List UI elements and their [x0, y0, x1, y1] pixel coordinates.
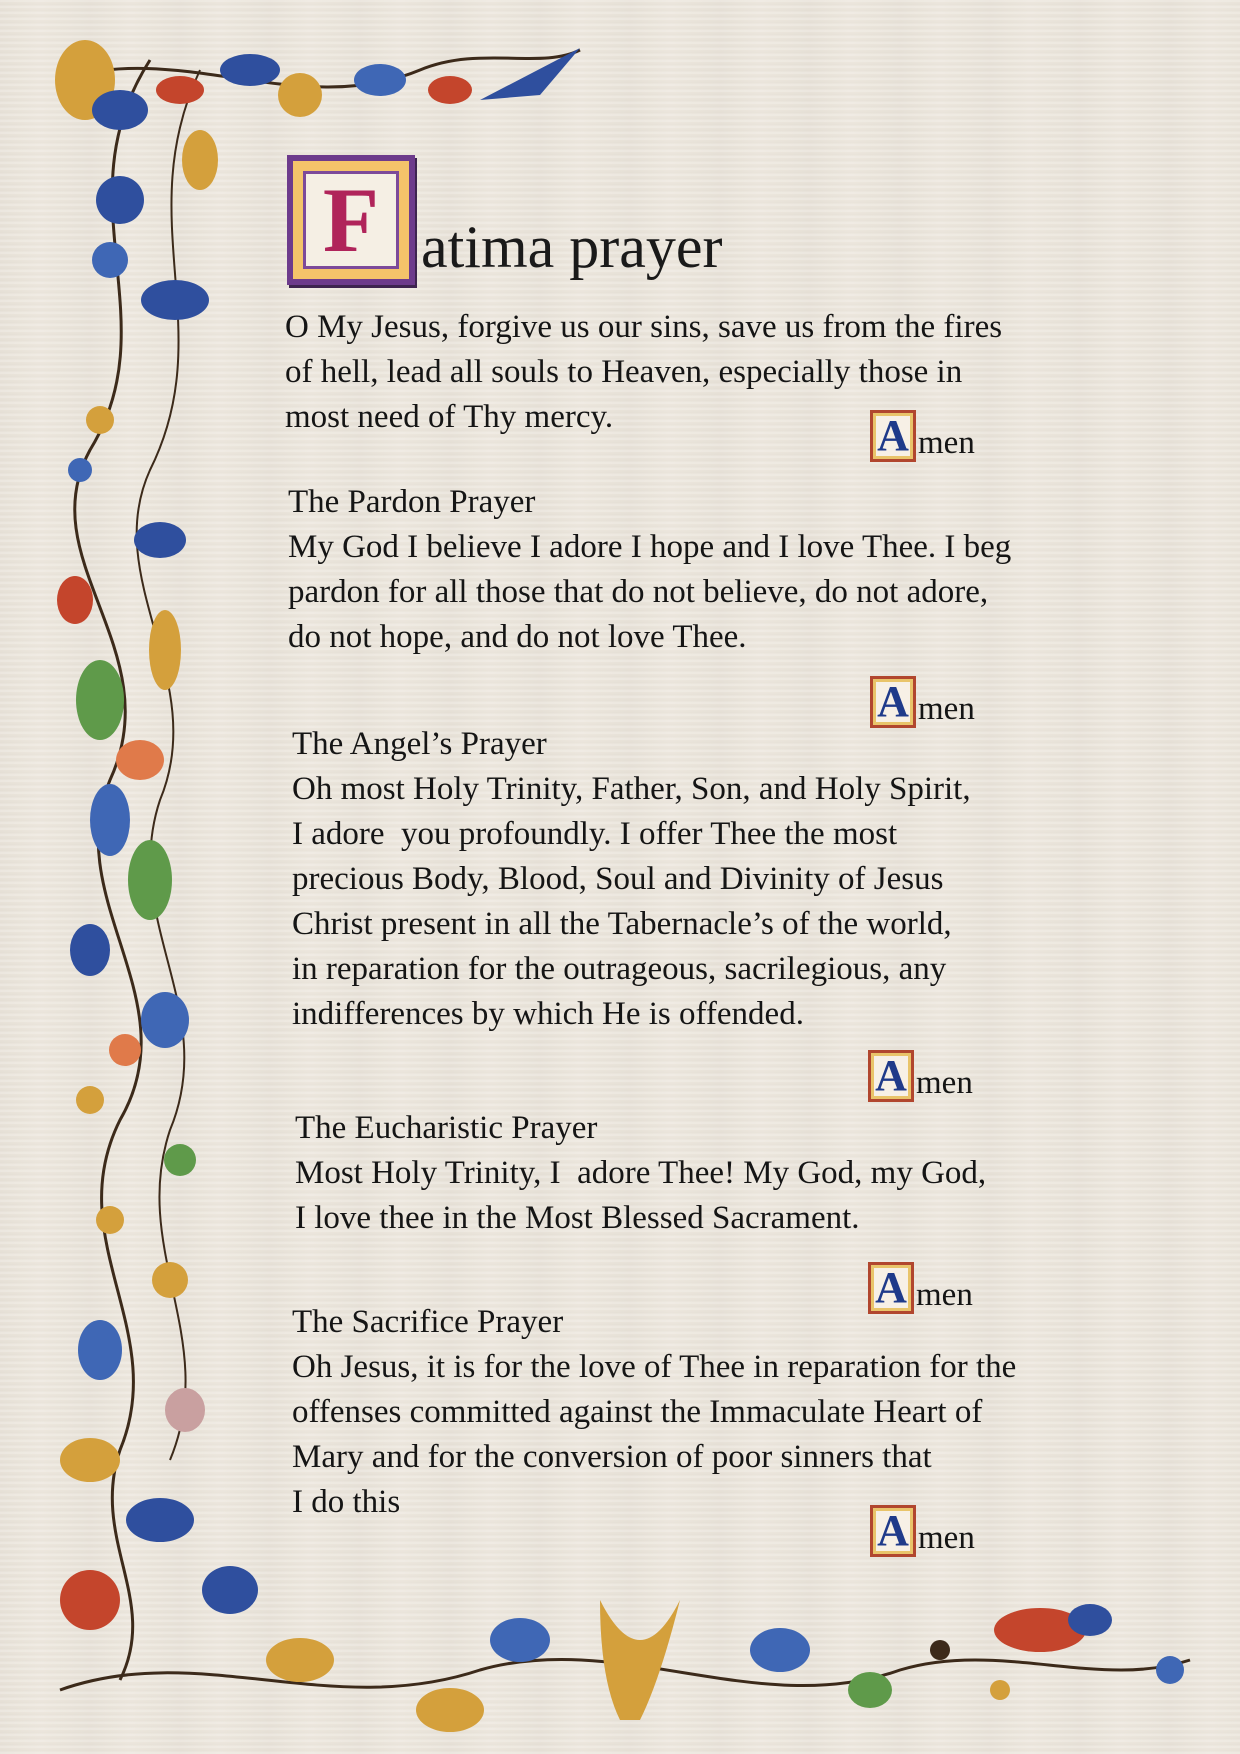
amen-mark — [870, 410, 975, 462]
prayer-line: Oh most Holy Trinity, Father, Son, and Holy Spirit, — [292, 771, 971, 807]
amen-mark — [870, 1505, 975, 1557]
sacrifice-prayer — [292, 1300, 1016, 1525]
amen-rest: men — [918, 691, 975, 727]
sacrifice-prayer-heading: The Sacrifice Prayer — [292, 1304, 564, 1340]
eucharistic-prayer — [295, 1106, 986, 1241]
prayer-line: Oh Jesus, it is for the love of Thee in reparation for the — [292, 1349, 1017, 1385]
prayer-line: I adore you profoundly. I offer Thee the most — [292, 816, 898, 852]
amen-mark — [870, 676, 975, 728]
amen-rest: men — [916, 1277, 973, 1313]
prayer-line: indifferences by which He is offended. — [292, 996, 804, 1032]
prayer-line: I love thee in the Most Blessed Sacrament. — [295, 1200, 860, 1236]
title-dropcap-letter: F — [322, 169, 380, 271]
pardon-prayer — [288, 480, 1011, 660]
prayer-line: My God I believe I adore I hope and I love Thee. I beg — [288, 529, 1012, 565]
amen-mark — [868, 1050, 973, 1102]
page-title — [287, 150, 723, 285]
prayer-line: pardon for all those that do not believe, do not adore, — [288, 574, 989, 610]
amen-rest: men — [916, 1065, 973, 1101]
illuminated-amen-icon — [870, 1505, 916, 1557]
prayer-line: of hell, lead all souls to Heaven, especially those in — [285, 354, 963, 390]
prayer-line: I do this — [292, 1484, 401, 1520]
title-text: atima prayer — [421, 214, 723, 280]
amen-cap-letter: A — [877, 677, 909, 726]
amen-rest: men — [918, 425, 975, 461]
prayer-line: precious Body, Blood, Soul and Divinity of Jesus — [292, 861, 944, 897]
prayer-line: offenses committed against the Immaculate Heart of — [292, 1394, 983, 1430]
illuminated-amen-icon — [870, 410, 916, 462]
prayer-line: most need of Thy mercy. — [285, 399, 614, 435]
eucharistic-prayer-heading: The Eucharistic Prayer — [295, 1110, 598, 1146]
angels-prayer-heading: The Angel’s Prayer — [292, 726, 547, 762]
pardon-prayer-heading: The Pardon Prayer — [288, 484, 536, 520]
prayer-line: Most Holy Trinity, I adore Thee! My God, my God, — [295, 1155, 987, 1191]
prayer-line: in reparation for the outrageous, sacrilegious, any — [292, 951, 947, 987]
prayer-line: Mary and for the conversion of poor sinners that — [292, 1439, 932, 1475]
amen-cap-letter: A — [877, 411, 909, 460]
amen-rest: men — [918, 1520, 975, 1556]
illuminated-amen-icon — [868, 1050, 914, 1102]
amen-cap-letter: A — [877, 1506, 909, 1555]
amen-cap-letter: A — [875, 1051, 907, 1100]
illuminated-amen-icon — [870, 676, 916, 728]
illuminated-dropcap-icon — [287, 155, 415, 285]
prayer-line: Christ present in all the Tabernacle’s of the world, — [292, 906, 952, 942]
angels-prayer — [292, 722, 971, 1037]
amen-cap-letter: A — [875, 1263, 907, 1312]
prayer-line: do not hope, and do not love Thee. — [288, 619, 747, 655]
prayer-line: O My Jesus, forgive us our sins, save us from the fires — [285, 309, 1003, 345]
